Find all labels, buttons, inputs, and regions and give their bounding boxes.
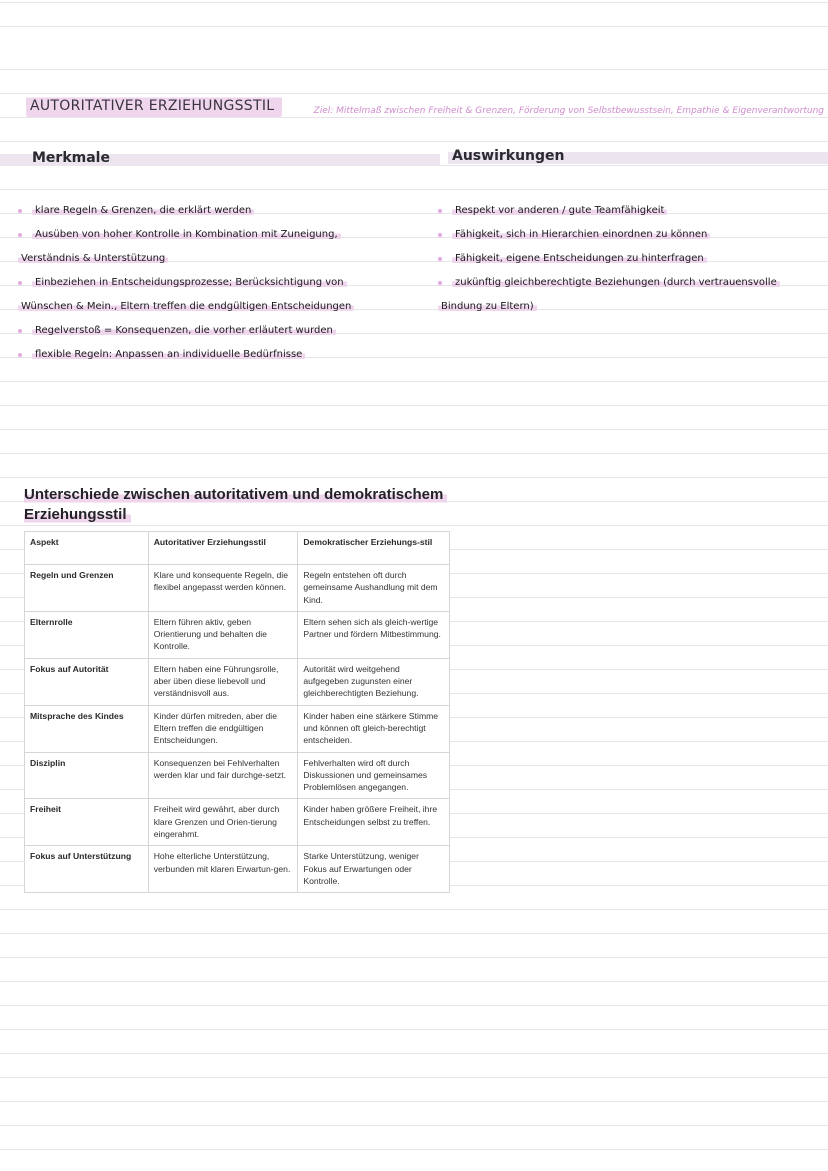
aspect-cell: Freiheit [25,799,149,846]
auswirkungen-item [434,199,824,223]
header-autoritativ: Autoritativer Erziehungsstil [148,532,298,565]
bullet-dot-icon [438,209,442,213]
auswirkungen-item-text: Fähigkeit, eigene Entscheidungen zu hinterfragen [452,253,707,264]
comparison-title-line1: Unterschiede zwischen autoritativem und demokratischem [24,486,447,503]
table-header-row [25,532,450,565]
demokratisch-cell: Regeln entstehen oft durch gemeinsame Aushandlung mit dem Kind. [298,565,450,612]
auswirkungen-heading: Auswirkungen [448,146,828,166]
header-aspekt: Aspekt [25,532,149,565]
merkmale-item-text: Verständnis & Unterstützung [18,253,168,264]
autoritativ-cell: Kinder dürfen mitreden, aber die Eltern treffen die endgültigen Entscheidungen. [148,705,298,752]
auswirkungen-item-text: Bindung zu Eltern) [438,301,537,312]
bullet-dot-icon [438,257,442,261]
merkmale-heading: Merkmale [0,148,440,168]
auswirkungen-item [434,223,824,247]
bullet-dot-icon [18,233,22,237]
table-row [25,799,450,846]
demokratisch-cell: Kinder haben größere Freiheit, ihre Entscheidungen selbst zu treffen. [298,799,450,846]
table-row [25,565,450,612]
auswirkungen-item-text: Respekt vor anderen / gute Teamfähigkeit [452,205,667,216]
merkmale-item [14,319,434,343]
bullet-dot-icon [18,281,22,285]
autoritativ-cell: Freiheit wird gewährt, aber durch klare Grenzen und Orien-tierung eingerahmt. [148,799,298,846]
bullet-dot-icon [438,281,442,285]
auswirkungen-item [434,295,824,319]
aspect-cell: Fokus auf Autorität [25,658,149,705]
merkmale-item [14,343,434,367]
autoritativ-cell: Eltern führen aktiv, geben Orientierung und behalten die Kontrolle. [148,611,298,658]
demokratisch-cell: Eltern sehen sich als gleich-wertige Partner und fördern Mitbestimmung. [298,611,450,658]
merkmale-item-text: klare Regeln & Grenzen, die erklärt werden [32,205,254,216]
header-demokratisch: Demokratischer Erziehungs-stil [298,532,450,565]
bullet-dot-icon [18,209,22,213]
merkmale-item-text: Einbeziehen in Entscheidungsprozesse; Berücksichtigung von [32,277,347,288]
auswirkungen-item [434,247,824,271]
comparison-title [24,485,447,525]
auswirkungen-list [434,199,824,319]
merkmale-item-text: Regelverstoß = Konsequenzen, die vorher erläutert wurden [32,325,336,336]
aspect-cell: Disziplin [25,752,149,799]
merkmale-item [14,199,434,223]
demokratisch-cell: Starke Unterstützung, weniger Fokus auf Erwartungen oder Kontrolle. [298,846,450,893]
merkmale-list [14,199,434,367]
merkmale-item-text: flexible Regeln: Anpassen an individuelle Bedürfnisse [32,349,305,360]
aspect-cell: Elternrolle [25,611,149,658]
demokratisch-cell: Autorität wird weitgehend aufgegeben zugunsten einer gleichberechtigten Beziehung. [298,658,450,705]
bullet-dot-icon [18,329,22,333]
merkmale-item [14,247,434,271]
autoritativ-cell: Eltern haben eine Führungsrolle, aber üben diese liebevoll und verständnisvoll aus. [148,658,298,705]
table-row [25,611,450,658]
page-title: AUTORITATIVER ERZIEHUNGSSTIL [26,94,282,118]
demokratisch-cell: Fehlverhalten wird oft durch Diskussionen und gemeinsames Problemlösen angegangen. [298,752,450,799]
auswirkungen-item [434,271,824,295]
merkmale-item [14,295,434,319]
bullet-dot-icon [438,233,442,237]
demokratisch-cell: Kinder haben eine stärkere Stimme und können oft gleich-berechtigt entscheiden. [298,705,450,752]
autoritativ-cell: Klare und konsequente Regeln, die flexibel angepasst werden können. [148,565,298,612]
comparison-table [24,531,450,893]
autoritativ-cell: Hohe elterliche Unterstützung, verbunden mit klaren Erwartun-gen. [148,846,298,893]
merkmale-item-text: Ausüben von hoher Kontrolle in Kombination mit Zuneigung, [32,229,341,240]
auswirkungen-item-text: Fähigkeit, sich in Hierarchien einordnen zu können [452,229,710,240]
table-body [25,565,450,893]
table-row [25,752,450,799]
table-row [25,658,450,705]
bullet-dot-icon [18,353,22,357]
auswirkungen-item-text: zukünftig gleichberechtigte Beziehungen (durch vertrauensvolle [452,277,780,288]
merkmale-item [14,223,434,247]
merkmale-item [14,271,434,295]
table-row [25,846,450,893]
aspect-cell: Mitsprache des Kindes [25,705,149,752]
autoritativ-cell: Konsequenzen bei Fehlverhalten werden klar und fair durchge-setzt. [148,752,298,799]
table-row [25,705,450,752]
aspect-cell: Fokus auf Unterstützung [25,846,149,893]
merkmale-item-text: Wünschen & Mein., Eltern treffen die endgültigen Entscheidungen [18,301,354,312]
goal-note: Ziel: Mittelmaß zwischen Freiheit & Grenzen, Förderung von Selbstbewusstsein, Empathie & Eigenverantwortung [313,106,824,116]
aspect-cell: Regeln und Grenzen [25,565,149,612]
comparison-title-line2: Erziehungsstil [24,506,131,523]
